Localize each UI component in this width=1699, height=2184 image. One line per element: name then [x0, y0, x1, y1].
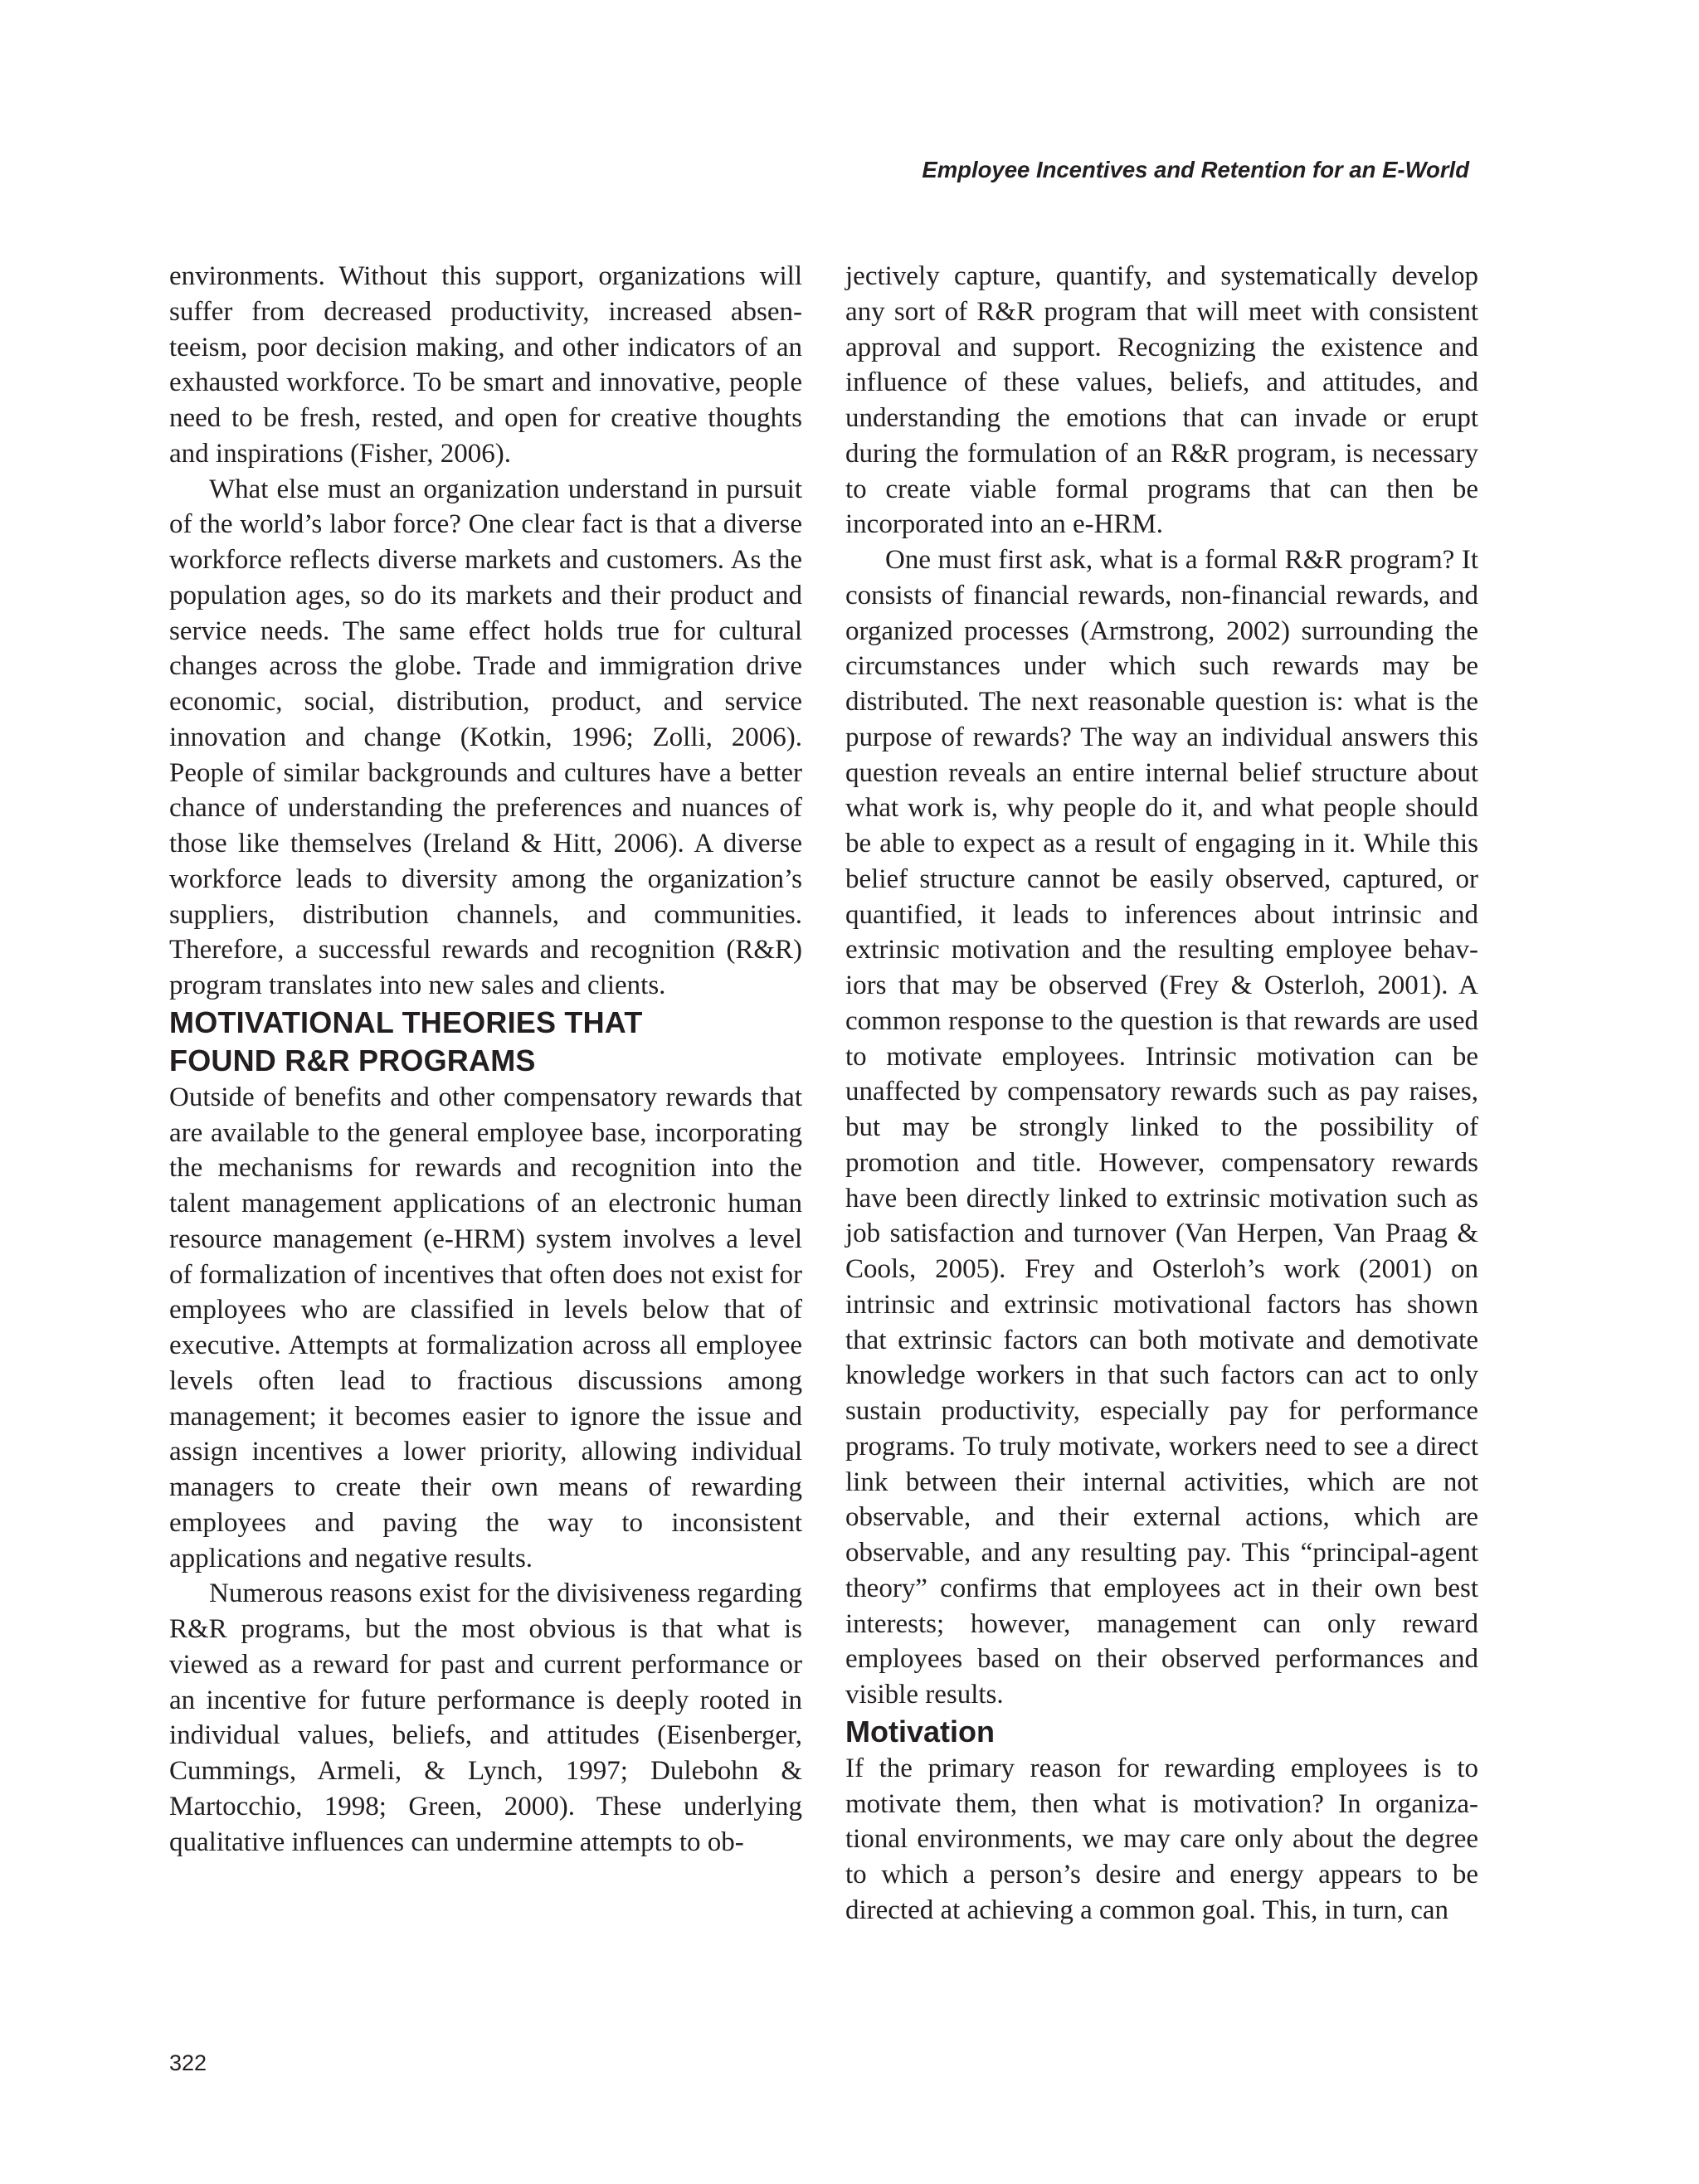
section-heading-line-2: FOUND R&R PROGRAMS — [169, 1043, 536, 1077]
right-column — [845, 259, 1478, 1929]
body-paragraph: environments. Without this support, organizations will suffer from decreased productivity, increased absenteeism, poor decision making, and other indicators of an exhausted workforce. To be smart and innovative, people need to be fresh, rested, and open for creative thoughts and inspirations (Fisher, 2006). — [169, 261, 802, 469]
section-heading — [169, 1004, 802, 1080]
section-heading-line-1: MOTIVATIONAL THEORIES THAT — [169, 1004, 643, 1039]
body-paragraph: Numerous reasons exist for the divisiveness regarding R&R programs, but the most obvious is that what is viewed as a reward for past and current performance or an incentive for future performance is deeply rooted in individual values, beliefs, and attitudes (Eisenberger, Cummings, Armeli, & Lynch, 1997; Dulebohn & Martocchio, 1998; Green, 2000). These underlying qualitative influences can undermine attempts to ob- — [169, 1578, 802, 1857]
running-header: Employee Incentives and Retention for an E-World — [922, 157, 1469, 182]
left-column — [169, 259, 802, 1860]
body-paragraph: One must first ask, what is a formal R&R program? It consists of financial rewards, non-financial rewards, and organized processes (Armstrong, 2002) surrounding the circumstances under which such rewards may be distributed. The next reasonable question is: what is the purpose of rewards? The way an individual answers this question reveals an entire internal belief structure about what work is, why people do it, and what people should be able to expect as a result of engaging in it. While this belief structure cannot be easily observed, captured, or quantified, it leads to inferences about intrinsic and extrinsic motivation and the resulting employee behaviors that may be observed (Frey & Osterloh, 2001). A common response to the question is that rewards are used to motivate employees. Intrinsic motivation can be unaffected by compensatory rewards such as pay raises, but may be strongly linked to the possibility of promotion and title. However, compensatory rewards have been directly linked to extrinsic motivation such as job satisfaction and turnover (Van Herpen, Van Praag & Cools, 2005). Frey and Osterloh’s work (2001) on intrinsic and extrinsic motivational factors has shown that extrinsic factors can both motivate and demotivate knowledge workers in that such factors can act to only sustain productivity, especially pay for performance programs. To truly motivate, workers need to see a direct link between their internal activities, which are not observable, and their external actions, which are observable, and any resulting pay. This “principal-agent theory” confirms that employees act in their own best interests; however, management can only reward employees based on their observed performances and visible results. — [845, 545, 1478, 1710]
body-paragraph: Outside of benefits and other compensatory rewards that are available to the general employee base, incorporating the mechanisms for rewards and recognition into the talent management applications of an electronic human resource management (e-HRM) system involves a level of formalization of incentives that often does not exist for employees who are classified in levels below that of executive. Attempts at formalization across all employee levels often lead to fractious discussions among management; it becomes easier to ignore the issue and assign incentives a lower priority, allowing individual managers to create their own means of rewarding employees and paving the way to inconsistent applications and negative results. — [169, 1082, 802, 1574]
body-paragraph: If the primary reason for rewarding employees is to motivate them, then what is motivation? In organizational environments, we may care only about the degree to which a person’s desire and energy appears to be directed at achieving a common goal. This, in turn, can — [845, 1753, 1478, 1925]
page-number: 322 — [169, 2050, 207, 2075]
body-paragraph: jectively capture, quantify, and systematically develop any sort of R&R program that will meet with consistent approval and support. Recognizing the existence and influence of these values, beliefs, and attitudes, and understanding the emotions that can invade or erupt during the formulation of an R&R program, is necessary to create viable formal programs that can then be incorporated into an e-HRM. — [845, 261, 1478, 540]
body-paragraph: What else must an organization understand in pursuit of the world’s labor force? One clear fact is that a diverse workforce reflects diverse markets and customers. As the population ages, so do its markets and their product and service needs. The same effect holds true for cultural changes across the globe. Trade and immigration drive economic, social, distribution, product, and service innovation and change (Kotkin, 1996; Zolli, 2006). People of similar backgrounds and cultures have a better chance of understanding the preferences and nuances of those like themselves (Ireland & Hitt, 2006). A diverse workforce leads to diversity among the organization’s suppliers, distribution channels, and communities. Therefore, a successful rewards and recognition (R&R) program translates into new sales and clients. — [169, 474, 802, 1000]
subsection-heading: Motivation — [845, 1714, 995, 1749]
